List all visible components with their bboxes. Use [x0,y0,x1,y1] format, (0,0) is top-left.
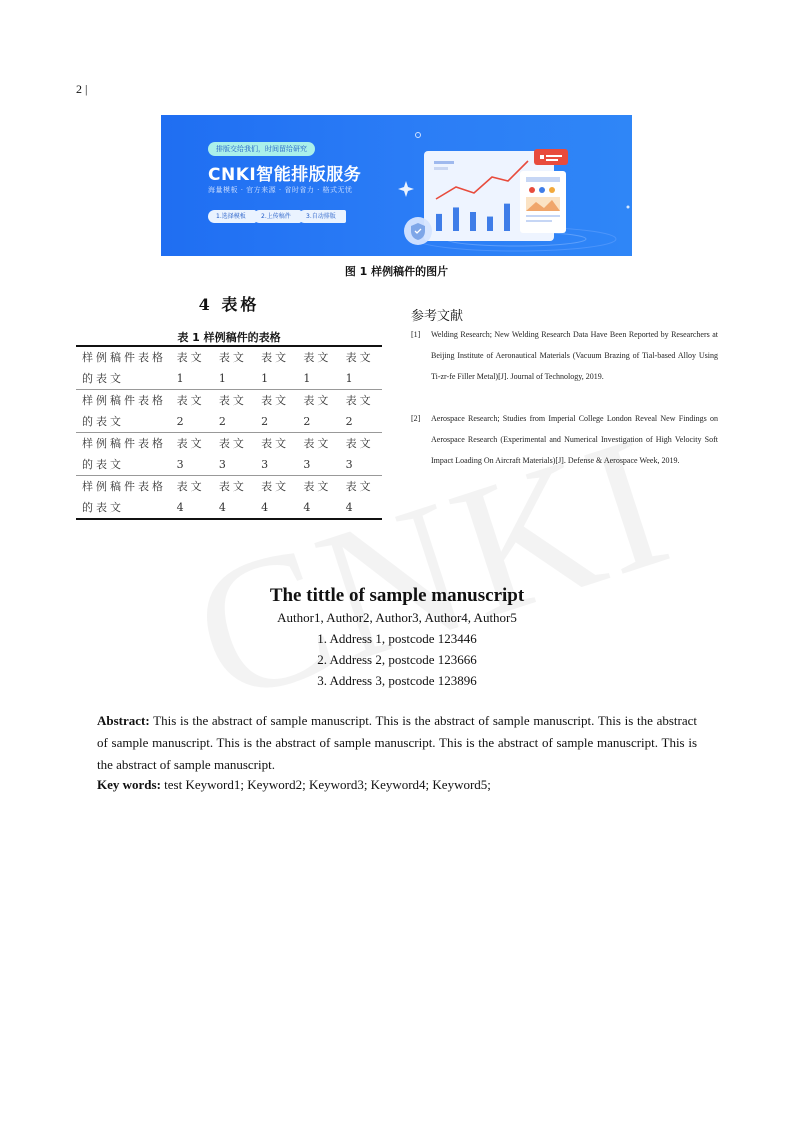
table-cell: 表文1 [345,351,374,385]
table-cell: 表文1 [218,351,247,385]
banner-bar [436,214,442,231]
reference-number: [1] [411,330,421,339]
table-cell: 表文3 [171,433,213,476]
banner-pill: 排版交给我们，时间留给研究 [208,142,315,156]
abstract [97,710,697,776]
section-heading: 4 表格 [198,295,260,314]
table-caption: 表 1 样例稿件的表格 [177,331,281,344]
keywords-label: Key words: [97,777,161,792]
banner-bar [504,204,510,231]
reference-number: [2] [411,414,421,423]
table-cell: 表文4 [213,476,255,520]
table-row-header: 样例稿件表格的表文 [76,476,171,520]
table-cell: 表文3 [255,433,297,476]
table-row-header: 样例稿件表格的表文 [76,433,171,476]
table-row-header: 样例稿件表格的表文 [76,390,171,433]
keywords [97,774,697,796]
authors: Author1, Author2, Author3, Author4, Author5 [277,610,517,625]
reference-text: Aerospace Research; Studies from Imperial College London Reveal New Findings on Aerospace Research (Experimental and Numerical Investigation of High Velocity Soft Impact Loading On Aircraft Materials)[J]. Defense & Aerospace Week, 2019. [431,414,718,465]
table-cell: 表文3 [297,433,339,476]
reference-item [411,408,718,471]
table-cell: 表文3 [340,433,382,476]
references-heading: 参考文献 [411,309,464,324]
table-cell: 表文3 [213,433,255,476]
address-3: 3. Address 3, postcode 123896 [317,673,477,688]
table-cell: 表文1 [176,351,205,385]
reference-text: Welding Research; New Welding Research Data Have Been Reported by Researchers at Beijing Institute of Aeronautical Materials (Vacuum Brazing of Tial-based Alloy Using Ti-zr-fe Filler Metal)[J]. Journal of Technology, 2019. [431,330,718,381]
figure-banner [161,115,632,256]
sparkle-icon [398,181,414,197]
decor-circle-icon [416,133,421,138]
address-1: 1. Address 1, postcode 123446 [317,631,477,646]
table-cell: 表文2 [297,390,339,433]
table-cell: 表文1 [261,351,290,385]
english-title: The tittle of sample manuscript [269,585,525,606]
table-cell: 表文2 [255,390,297,433]
table-cell: 表文2 [340,390,382,433]
data-table [76,345,382,520]
abstract-text: This is the abstract of sample manuscript. This is the abstract of sample manuscript. This is the abstract of sample manuscript. This is the abstract of sample manuscript. This is the abstract of sample manuscript. This is the abstract of sample manuscript. [97,713,697,772]
abstract-label: Abstract: [97,713,150,728]
banner-bar [487,217,493,231]
banner-step-1: 1.选择模板 [208,210,256,223]
table-cell: 表文4 [340,476,382,520]
table-cell: 表文4 [297,476,339,520]
keywords-text: test Keyword1; Keyword2; Keyword3; Keyword4; Keyword5; [160,777,491,792]
banner-step-2: 2.上传稿件 [253,210,301,223]
table-cell: 表文4 [255,476,297,520]
table-row [76,346,382,390]
banner-step-3: 3.自动排版 [298,210,346,223]
page-number: 2 | [76,82,88,96]
reference-item [411,324,718,387]
banner-bar [470,212,476,231]
table-cell: 表文1 [303,351,332,385]
table-row [76,390,382,433]
table-row [76,476,382,520]
banner-tagline: 海量模板 · 官方来源 · 省时省力 · 格式无忧 [208,186,353,194]
banner-illustration [396,127,632,256]
banner-bar [453,207,459,231]
table-cell: 表文2 [213,390,255,433]
table-row-header: 样例稿件表格的表文 [82,351,166,385]
address-2: 2. Address 2, postcode 123666 [317,652,477,667]
table-cell: 表文2 [171,390,213,433]
banner-title: CNKI智能排版服务 [208,165,362,185]
figure-caption: 图 1 样例稿件的图片 [344,265,449,278]
table-row [76,433,382,476]
table-cell: 表文4 [171,476,213,520]
